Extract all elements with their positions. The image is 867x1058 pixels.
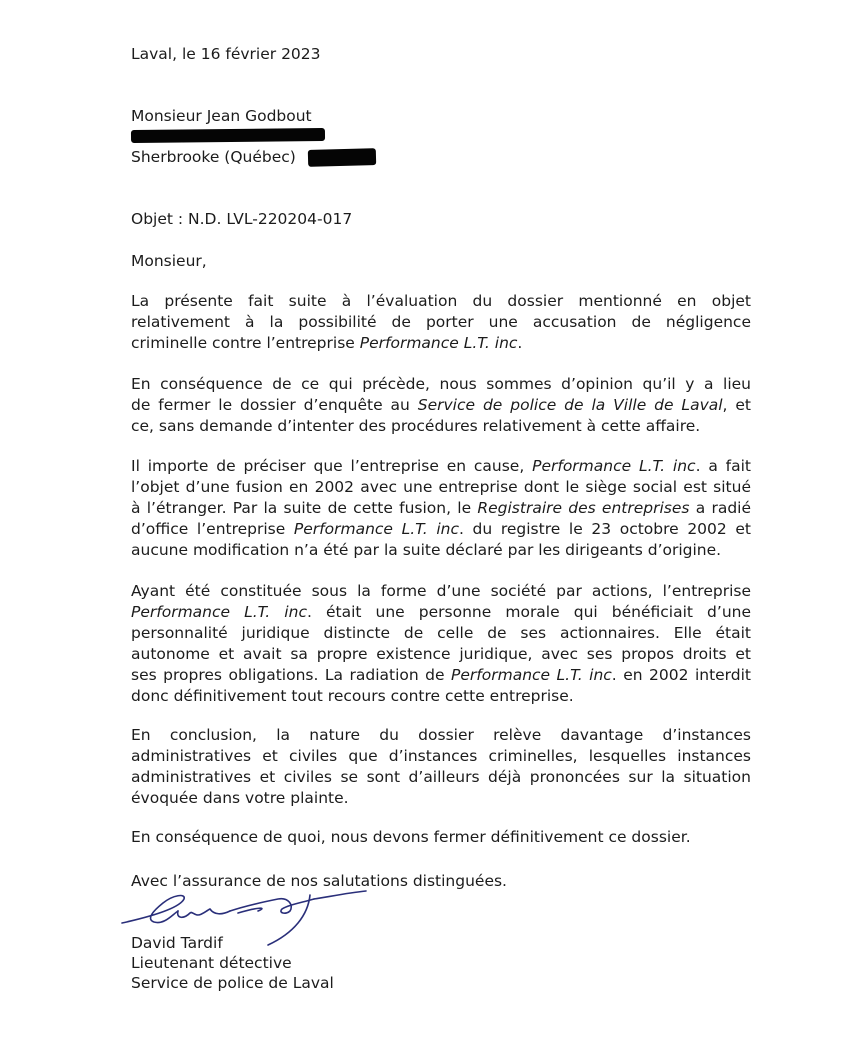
text-run: donc définitivement tout recours contre cette entreprise. [131,687,574,705]
paragraph-line [131,312,751,333]
paragraph-line [131,581,751,602]
text-run: de fermer le dossier d’enquête au [131,396,418,414]
signatory-organization: Service de police de Laval [131,974,334,992]
paragraph-line [131,395,751,416]
italic-name: Registraire des entreprises [477,499,690,517]
paragraph-line [131,665,751,686]
text-run: Il importe de préciser que l’entreprise en cause, [131,457,533,475]
text-run: personnalité juridique distincte de celle de ses actionnaires. Elle était [131,624,751,642]
text-run: évoquée dans votre plainte. [131,789,349,807]
paragraph-line [131,519,751,540]
paragraph-line [131,333,751,354]
italic-name: Performance L.T. inc [131,603,307,621]
italic-name: Performance L.T. inc [359,334,518,352]
text-run: . [517,334,523,352]
paragraph-line [131,767,751,788]
paragraph-5 [131,725,751,809]
paragraph-line [131,456,751,477]
paragraph-line [131,291,751,312]
text-run: administratives et civiles que d’instances criminelles, lesquelles instances [131,747,751,765]
text-run: d’office l’entreprise [131,520,294,538]
paragraph-line [131,725,751,746]
italic-name: Performance L.T. inc [293,520,459,538]
paragraph-line [131,623,751,644]
salutation: Monsieur, [131,252,207,270]
paragraph-line [131,788,751,809]
paragraph-line [131,686,751,707]
paragraph-line [131,416,751,437]
paragraph-line [131,644,751,665]
paragraph-line [131,602,751,623]
text-run: a radié [689,499,752,517]
text-run: administratives et civiles se sont d’ailleurs déjà prononcées sur la situation [131,768,751,786]
recipient-city: Sherbrooke (Québec) [131,148,296,166]
text-run: En conclusion, la nature du dossier relève davantage d’instances [131,726,751,744]
paragraph-6 [131,827,751,848]
italic-name: Service de police de la Ville de Laval [417,396,723,414]
text-run: . en 2002 interdit [611,666,752,684]
italic-name: Performance L.T. inc [451,666,612,684]
text-run: . du registre le 23 octobre 2002 et [459,520,752,538]
subject-line: Objet : N.D. LVL-220204-017 [131,210,353,228]
recipient-name: Monsieur Jean Godbout [131,107,312,125]
paragraph-line [131,540,751,561]
paragraph-2 [131,374,751,437]
text-run: . a fait [695,457,751,475]
redacted-postal-code [308,148,376,167]
signatory-title: Lieutenant détective [131,954,292,972]
date-line: Laval, le 16 février 2023 [131,45,321,63]
paragraph-line [131,746,751,767]
text-run: En conséquence de ce qui précède, nous sommes d’opinion qu’il y a lieu [131,375,751,393]
signatory-name: David Tardif [131,934,223,952]
redacted-address [131,128,325,143]
text-run: autonome et avait sa propre existence juridique, avec ses propos droits et [131,645,751,663]
text-run: relativement à la possibilité de porter une accusation de négligence [131,313,751,331]
text-run: Ayant été constituée sous la forme d’une société par actions, l’entreprise [131,582,751,600]
text-run: La présente fait suite à l’évaluation du dossier mentionné en objet [131,292,751,310]
text-run: En conséquence de quoi, nous devons fermer définitivement ce dossier. [131,828,691,846]
paragraph-line [131,477,751,498]
text-run: ce, sans demande d’intenter des procédures relativement à cette affaire. [131,417,701,435]
text-run: à l’étranger. Par la suite de cette fusion, le [131,499,478,517]
text-run: ses propres obligations. La radiation de [131,666,452,684]
closing-line: Avec l’assurance de nos salutations distinguées. [131,872,507,890]
text-run: aucune modification n’a été par la suite déclaré par les dirigeants d’origine. [131,541,722,559]
paragraph-line [131,374,751,395]
paragraph-1 [131,291,751,354]
text-run: criminelle contre l’entreprise [131,334,360,352]
paragraph-4 [131,581,751,707]
paragraph-line [131,498,751,519]
paragraph-line [131,827,751,848]
paragraph-3 [131,456,751,561]
italic-name: Performance L.T. inc [532,457,696,475]
text-run: . était une personne morale qui bénéficiait d’une [306,603,751,621]
text-run: , et [722,396,752,414]
text-run: l’objet d’une fusion en 2002 avec une entreprise dont le siège social est situé [131,478,751,496]
